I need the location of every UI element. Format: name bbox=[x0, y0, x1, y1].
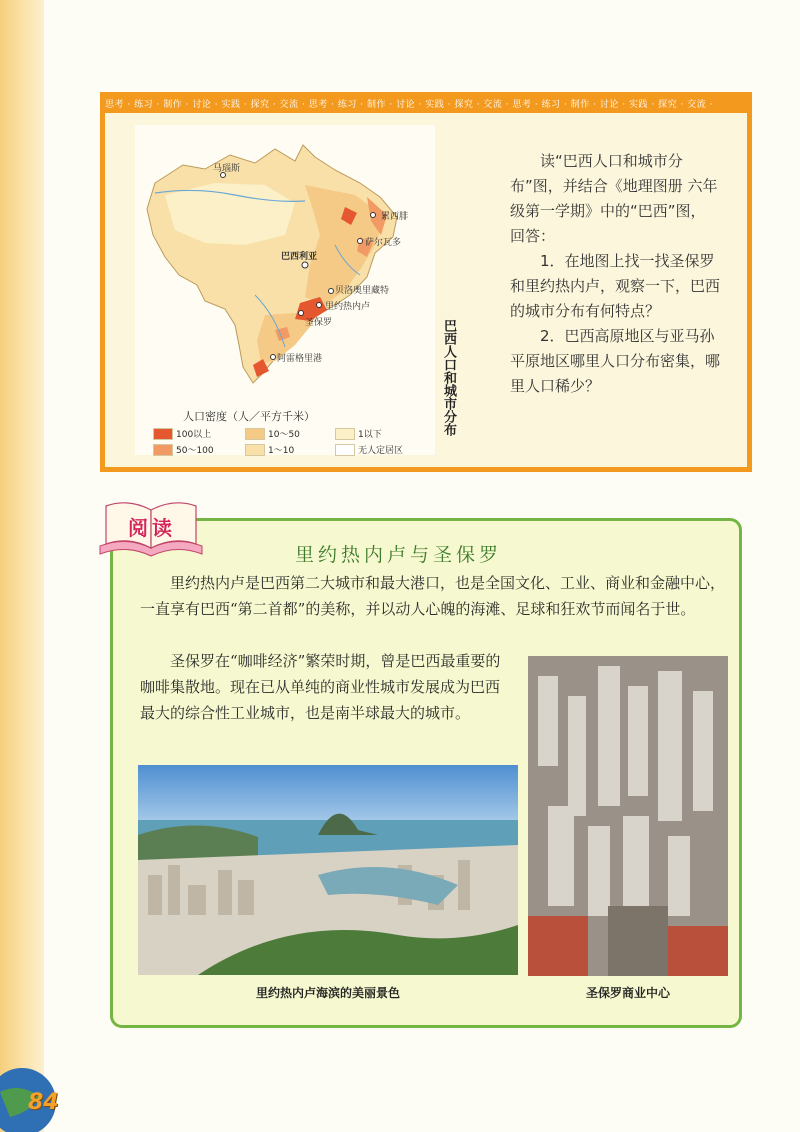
banner-separator: · bbox=[240, 100, 251, 110]
city-label-recife: 累西腓 bbox=[381, 212, 409, 222]
banner-word: 制作 bbox=[570, 100, 590, 110]
legend-label: 无人定居区 bbox=[358, 446, 404, 456]
banner-separator: · bbox=[677, 100, 688, 110]
banner-word: 制作 bbox=[163, 100, 183, 110]
rio-photo-graphic bbox=[138, 765, 518, 975]
banner-word: 实践 bbox=[221, 100, 241, 110]
legend-swatch bbox=[245, 444, 265, 456]
city-label-porto-alegre: 阿雷格里港 bbox=[277, 354, 323, 364]
page-spine bbox=[0, 0, 44, 1132]
activity-box bbox=[100, 92, 752, 472]
question-2: 2．巴西高原地区与亚马孙平原地区哪里人口分布密集，哪里人口稀少？ bbox=[510, 327, 721, 395]
banner-word: 练习 bbox=[337, 100, 357, 110]
city-label-brasilia: 巴西利亚 bbox=[281, 252, 318, 262]
city-label-sao-paulo: 圣保罗 bbox=[305, 318, 333, 328]
banner-separator: · bbox=[356, 100, 367, 110]
map-title: 巴西人口和城市分布 bbox=[441, 319, 456, 436]
banner-word: 思考 bbox=[308, 100, 328, 110]
legend-item bbox=[153, 443, 214, 456]
banner-word: 制作 bbox=[366, 100, 386, 110]
banner-word: 实践 bbox=[628, 100, 648, 110]
legend-swatch bbox=[153, 428, 173, 440]
banner-separator: · bbox=[124, 100, 135, 110]
rio-photo bbox=[138, 765, 518, 975]
question-block bbox=[510, 149, 720, 399]
legend-item bbox=[245, 427, 300, 440]
banner-separator: · bbox=[269, 100, 280, 110]
banner-word: 讨论 bbox=[599, 100, 619, 110]
banner-separator: · bbox=[531, 100, 542, 110]
reading-paragraph-sao-paulo: 圣保罗在“咖啡经济”繁荣时期，曾是巴西最重要的咖啡集散地。现在已从单纯的商业性城市发展成为巴西最大的综合性工业城市，也是南半球最大的城市。 bbox=[140, 652, 501, 722]
banner-word: 练习 bbox=[541, 100, 561, 110]
legend-label: 1以下 bbox=[358, 430, 382, 440]
banner-separator: · bbox=[502, 100, 513, 110]
legend-label: 50～100 bbox=[176, 446, 214, 456]
banner-separator: · bbox=[444, 100, 455, 110]
banner-separator: · bbox=[473, 100, 484, 110]
banner-separator: · bbox=[415, 100, 426, 110]
legend-label: 1～10 bbox=[268, 446, 295, 456]
activity-banner bbox=[105, 97, 747, 113]
banner-separator: · bbox=[560, 100, 571, 110]
legend-swatch bbox=[245, 428, 265, 440]
legend-label: 100以上 bbox=[176, 430, 212, 440]
brazil-map-graphic bbox=[135, 125, 435, 455]
legend-item bbox=[245, 443, 294, 456]
city-label-rio: 里约热内卢 bbox=[325, 302, 371, 312]
banner-word: 练习 bbox=[134, 100, 154, 110]
banner-word: 思考 bbox=[512, 100, 532, 110]
legend-swatch bbox=[153, 444, 173, 456]
banner-separator: · bbox=[589, 100, 600, 110]
question-intro: 读“巴西人口和城市分布”图，并结合《地理图册 六年级第一学期》中的“巴西”图，回答： bbox=[510, 152, 718, 245]
reading-label: 阅读 bbox=[128, 516, 176, 540]
banner-word: 探究 bbox=[250, 100, 270, 110]
banner-separator: · bbox=[386, 100, 397, 110]
population-map bbox=[135, 125, 435, 455]
banner-separator: · bbox=[153, 100, 164, 110]
legend-item bbox=[335, 443, 403, 456]
legend-title: 人口密度（人／平方千米） bbox=[183, 410, 315, 423]
banner-separator: · bbox=[618, 100, 629, 110]
banner-separator: · bbox=[298, 100, 309, 110]
banner-separator: · bbox=[706, 100, 713, 110]
page-number: 84 bbox=[28, 1090, 59, 1115]
reading-title: 里约热内卢与圣保罗 bbox=[295, 544, 503, 566]
legend-item bbox=[153, 427, 211, 440]
legend-item bbox=[335, 427, 382, 440]
question-1: 1．在地图上找一找圣保罗和里约热内卢，观察一下，巴西的城市分布有何特点？ bbox=[510, 252, 721, 320]
banner-word: 讨论 bbox=[192, 100, 212, 110]
banner-separator: · bbox=[647, 100, 659, 110]
banner-word: 讨论 bbox=[396, 100, 416, 110]
banner-word: 交流 bbox=[483, 100, 503, 110]
banner-word: 探究 bbox=[454, 100, 474, 110]
legend-label: 10～50 bbox=[268, 430, 300, 440]
reading-paragraph-rio: 里约热内卢是巴西第二大城市和最大港口，也是全国文化、工业、商业和金融中心，一直享有巴西“第二首都”的美称，并以动人心魄的海滩、足球和狂欢节而闻名于世。 bbox=[140, 574, 726, 618]
banner-separator: · bbox=[211, 100, 222, 110]
sao-paulo-photo bbox=[528, 656, 728, 976]
city-label-belo-horizonte: 贝洛奥里藏特 bbox=[335, 286, 390, 296]
rio-photo-caption: 里约热内卢海滨的美丽景色 bbox=[255, 986, 400, 1000]
banner-word: 交流 bbox=[279, 100, 299, 110]
legend-swatch bbox=[335, 444, 355, 456]
banner-word: 实践 bbox=[425, 100, 445, 110]
banner-word: 思考 bbox=[105, 100, 125, 110]
sao-paulo-photo-caption: 圣保罗商业中心 bbox=[585, 986, 670, 1000]
banner-separator: · bbox=[182, 100, 193, 110]
banner-separator: · bbox=[327, 100, 338, 110]
legend-swatch bbox=[335, 428, 355, 440]
banner-word: 探究 bbox=[658, 100, 678, 110]
city-label-manaus: 马瑙斯 bbox=[213, 164, 241, 174]
banner-word: 交流 bbox=[687, 100, 707, 110]
city-label-salvador: 萨尔瓦多 bbox=[365, 238, 402, 248]
sao-paulo-photo-graphic bbox=[528, 656, 728, 976]
